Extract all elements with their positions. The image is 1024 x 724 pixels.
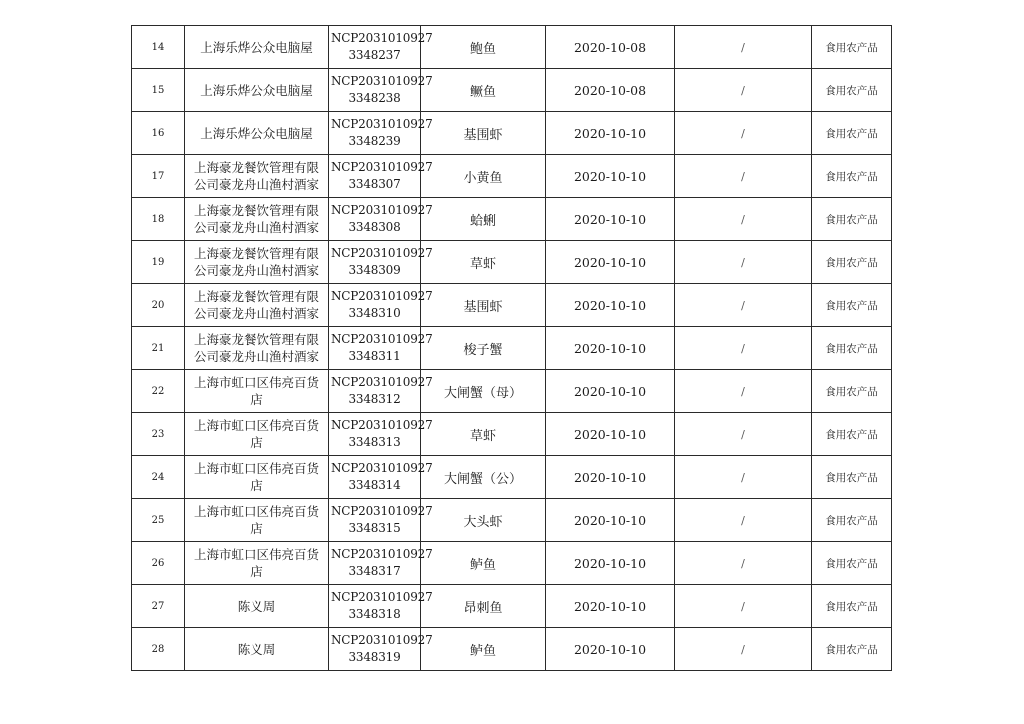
sampling-date-cell: 2020-10-10 [546, 499, 675, 542]
sample-name-cell: 基围虾 [421, 284, 546, 327]
unit-name-cell-line: 上海乐烨公众电脑屋 [200, 125, 313, 141]
sample-code-cell-line: 3348307 [348, 177, 401, 191]
unit-name-cell [185, 112, 329, 155]
sample-name-cell: 大头虾 [421, 499, 546, 542]
table-row [132, 327, 892, 370]
unit-name-cell-line: 上海豪龙餐饮管理有限 [193, 203, 319, 218]
sampling-date-cell: 2020-10-10 [546, 284, 675, 327]
sample-code-cell-line: 3348318 [348, 607, 401, 621]
sampling-date-cell: 2020-10-10 [546, 155, 675, 198]
row-index-cell: 25 [132, 499, 185, 542]
sample-code-cell-line: 3348239 [348, 134, 401, 148]
sample-name-cell: 小黄鱼 [421, 155, 546, 198]
sample-code-cell-line: 3348310 [348, 306, 401, 320]
unit-name-cell [185, 499, 329, 542]
sampling-date-cell: 2020-10-10 [546, 327, 675, 370]
category-cell: 食用农产品 [812, 585, 892, 628]
empty-field-cell: / [675, 155, 812, 198]
unit-name-cell-line: 上海豪龙餐饮管理有限 [193, 246, 319, 261]
row-index-cell: 14 [132, 26, 185, 69]
unit-name-cell [185, 26, 329, 69]
row-index-cell: 15 [132, 69, 185, 112]
sample-code-cell [329, 542, 433, 585]
table-row [132, 112, 892, 155]
sample-code-cell-line: NCP2031010927 [331, 203, 433, 217]
unit-name-cell-line: 上海豪龙餐饮管理有限 [193, 160, 319, 175]
sample-code-cell-line: 3348319 [348, 650, 401, 664]
sample-code-cell-line: NCP2031010927 [331, 31, 433, 45]
category-cell: 食用农产品 [812, 542, 892, 585]
sampling-date-cell: 2020-10-10 [546, 585, 675, 628]
unit-name-cell-line: 公司豪龙舟山渔村酒家 [193, 306, 319, 321]
sample-code-cell [329, 456, 433, 499]
table-row [132, 585, 892, 628]
unit-name-cell-line: 上海市虹口区伟亮百货 [193, 375, 319, 390]
sample-code-cell-line: NCP2031010927 [331, 160, 433, 174]
table-row [132, 628, 892, 671]
sampling-date-cell: 2020-10-10 [546, 628, 675, 671]
empty-field-cell: / [675, 499, 812, 542]
empty-field-cell: / [675, 413, 812, 456]
sample-code-cell-line: NCP2031010927 [331, 74, 433, 88]
unit-name-cell [185, 456, 329, 499]
sample-name-cell: 鲍鱼 [421, 26, 546, 69]
sample-code-cell-line: 3348314 [348, 478, 401, 492]
row-index-cell: 28 [132, 628, 185, 671]
row-index-cell: 24 [132, 456, 185, 499]
sampling-records-table [131, 25, 892, 671]
empty-field-cell: / [675, 69, 812, 112]
unit-name-cell-line: 公司豪龙舟山渔村酒家 [193, 177, 319, 192]
unit-name-cell-line: 上海市虹口区伟亮百货 [193, 547, 319, 562]
unit-name-cell-line: 陈义周 [237, 598, 276, 614]
sample-code-cell [329, 241, 433, 284]
unit-name-cell-line: 店 [250, 478, 263, 493]
sample-code-cell-line: 3348309 [348, 263, 401, 277]
empty-field-cell: / [675, 112, 812, 155]
row-index-cell: 16 [132, 112, 185, 155]
empty-field-cell: / [675, 456, 812, 499]
sample-code-cell-line: 3348238 [348, 91, 401, 105]
unit-name-cell-line: 店 [250, 564, 263, 579]
unit-name-cell-line: 上海豪龙餐饮管理有限 [193, 332, 319, 347]
sample-code-cell-line: NCP2031010927 [331, 418, 433, 432]
sample-name-cell: 鲈鱼 [421, 628, 546, 671]
sampling-date-cell: 2020-10-10 [546, 413, 675, 456]
sample-name-cell: 大闸蟹（公） [421, 456, 546, 499]
empty-field-cell: / [675, 26, 812, 69]
unit-name-cell [185, 413, 329, 456]
row-index-cell: 19 [132, 241, 185, 284]
sample-name-cell: 鳜鱼 [421, 69, 546, 112]
sampling-date-cell: 2020-10-10 [546, 241, 675, 284]
empty-field-cell: / [675, 198, 812, 241]
unit-name-cell [185, 628, 329, 671]
table-row [132, 284, 892, 327]
sampling-date-cell: 2020-10-08 [546, 26, 675, 69]
sample-code-cell-line: 3348313 [348, 435, 401, 449]
unit-name-cell-line: 公司豪龙舟山渔村酒家 [193, 263, 319, 278]
unit-name-cell-line: 上海乐烨公众电脑屋 [200, 39, 313, 55]
unit-name-cell [185, 370, 329, 413]
table-row [132, 241, 892, 284]
unit-name-cell [185, 585, 329, 628]
row-index-cell: 23 [132, 413, 185, 456]
sample-code-cell [329, 26, 433, 69]
sample-code-cell-line: NCP2031010927 [331, 590, 433, 604]
sample-code-cell [329, 413, 433, 456]
sampling-date-cell: 2020-10-10 [546, 456, 675, 499]
sample-code-cell-line: NCP2031010927 [331, 117, 433, 131]
unit-name-cell-line: 公司豪龙舟山渔村酒家 [193, 220, 319, 235]
category-cell: 食用农产品 [812, 456, 892, 499]
table-row [132, 26, 892, 69]
sample-code-cell-line: 3348237 [348, 48, 401, 62]
category-cell: 食用农产品 [812, 499, 892, 542]
row-index-cell: 26 [132, 542, 185, 585]
sample-code-cell-line: NCP2031010927 [331, 547, 433, 561]
sample-code-cell-line: 3348312 [348, 392, 401, 406]
sample-name-cell: 基围虾 [421, 112, 546, 155]
unit-name-cell-line: 店 [250, 521, 263, 536]
unit-name-cell [185, 284, 329, 327]
unit-name-cell-line: 店 [250, 435, 263, 450]
category-cell: 食用农产品 [812, 155, 892, 198]
empty-field-cell: / [675, 327, 812, 370]
sampling-date-cell: 2020-10-10 [546, 370, 675, 413]
empty-field-cell: / [675, 370, 812, 413]
empty-field-cell: / [675, 284, 812, 327]
row-index-cell: 20 [132, 284, 185, 327]
sample-code-cell [329, 69, 433, 112]
table-row [132, 155, 892, 198]
category-cell: 食用农产品 [812, 26, 892, 69]
table-row [132, 542, 892, 585]
sample-code-cell [329, 327, 433, 370]
unit-name-cell [185, 327, 329, 370]
empty-field-cell: / [675, 585, 812, 628]
sampling-date-cell: 2020-10-10 [546, 112, 675, 155]
sample-code-cell [329, 284, 433, 327]
sample-code-cell [329, 628, 433, 671]
category-cell: 食用农产品 [812, 198, 892, 241]
category-cell: 食用农产品 [812, 112, 892, 155]
unit-name-cell-line: 公司豪龙舟山渔村酒家 [193, 349, 319, 364]
sample-code-cell [329, 370, 433, 413]
table-row [132, 456, 892, 499]
empty-field-cell: / [675, 542, 812, 585]
sample-name-cell: 草虾 [421, 413, 546, 456]
row-index-cell: 17 [132, 155, 185, 198]
category-cell: 食用农产品 [812, 241, 892, 284]
sample-code-cell [329, 155, 433, 198]
category-cell: 食用农产品 [812, 327, 892, 370]
row-index-cell: 27 [132, 585, 185, 628]
row-index-cell: 22 [132, 370, 185, 413]
table-row [132, 499, 892, 542]
unit-name-cell [185, 198, 329, 241]
unit-name-cell [185, 155, 329, 198]
category-cell: 食用农产品 [812, 628, 892, 671]
category-cell: 食用农产品 [812, 284, 892, 327]
sample-name-cell: 大闸蟹（母） [421, 370, 546, 413]
sample-name-cell: 草虾 [421, 241, 546, 284]
unit-name-cell-line: 上海乐烨公众电脑屋 [200, 82, 313, 98]
unit-name-cell-line: 上海豪龙餐饮管理有限 [193, 289, 319, 304]
unit-name-cell-line: 上海市虹口区伟亮百货 [193, 461, 319, 476]
sample-name-cell: 昂刺鱼 [421, 585, 546, 628]
sample-code-cell-line: NCP2031010927 [331, 375, 433, 389]
sample-code-cell [329, 499, 433, 542]
sample-code-cell [329, 112, 433, 155]
unit-name-cell [185, 542, 329, 585]
category-cell: 食用农产品 [812, 69, 892, 112]
category-cell: 食用农产品 [812, 370, 892, 413]
sample-code-cell [329, 585, 433, 628]
sample-code-cell-line: NCP2031010927 [331, 246, 433, 260]
sample-code-cell-line: NCP2031010927 [331, 332, 433, 346]
sample-code-cell-line: 3348311 [348, 349, 401, 363]
sample-code-cell-line: NCP2031010927 [331, 633, 433, 647]
category-cell: 食用农产品 [812, 413, 892, 456]
table-row [132, 370, 892, 413]
unit-name-cell [185, 69, 329, 112]
empty-field-cell: / [675, 241, 812, 284]
sample-code-cell-line: NCP2031010927 [331, 461, 433, 475]
sampling-date-cell: 2020-10-10 [546, 198, 675, 241]
sample-code-cell-line: 3348317 [348, 564, 401, 578]
row-index-cell: 21 [132, 327, 185, 370]
table-row [132, 198, 892, 241]
empty-field-cell: / [675, 628, 812, 671]
unit-name-cell-line: 上海市虹口区伟亮百货 [193, 504, 319, 519]
sample-code-cell-line: NCP2031010927 [331, 504, 433, 518]
unit-name-cell [185, 241, 329, 284]
sample-code-cell [329, 198, 433, 241]
table-row [132, 413, 892, 456]
table-row [132, 69, 892, 112]
row-index-cell: 18 [132, 198, 185, 241]
sample-code-cell-line: 3348315 [348, 521, 401, 535]
unit-name-cell-line: 陈义周 [237, 641, 276, 657]
table-body [132, 26, 892, 671]
sample-code-cell-line: NCP2031010927 [331, 289, 433, 303]
sampling-date-cell: 2020-10-08 [546, 69, 675, 112]
sampling-date-cell: 2020-10-10 [546, 542, 675, 585]
unit-name-cell-line: 上海市虹口区伟亮百货 [193, 418, 319, 433]
sample-name-cell: 鲈鱼 [421, 542, 546, 585]
sample-name-cell: 梭子蟹 [421, 327, 546, 370]
sample-name-cell: 蛤蜊 [421, 198, 546, 241]
unit-name-cell-line: 店 [250, 392, 263, 407]
sample-code-cell-line: 3348308 [348, 220, 401, 234]
